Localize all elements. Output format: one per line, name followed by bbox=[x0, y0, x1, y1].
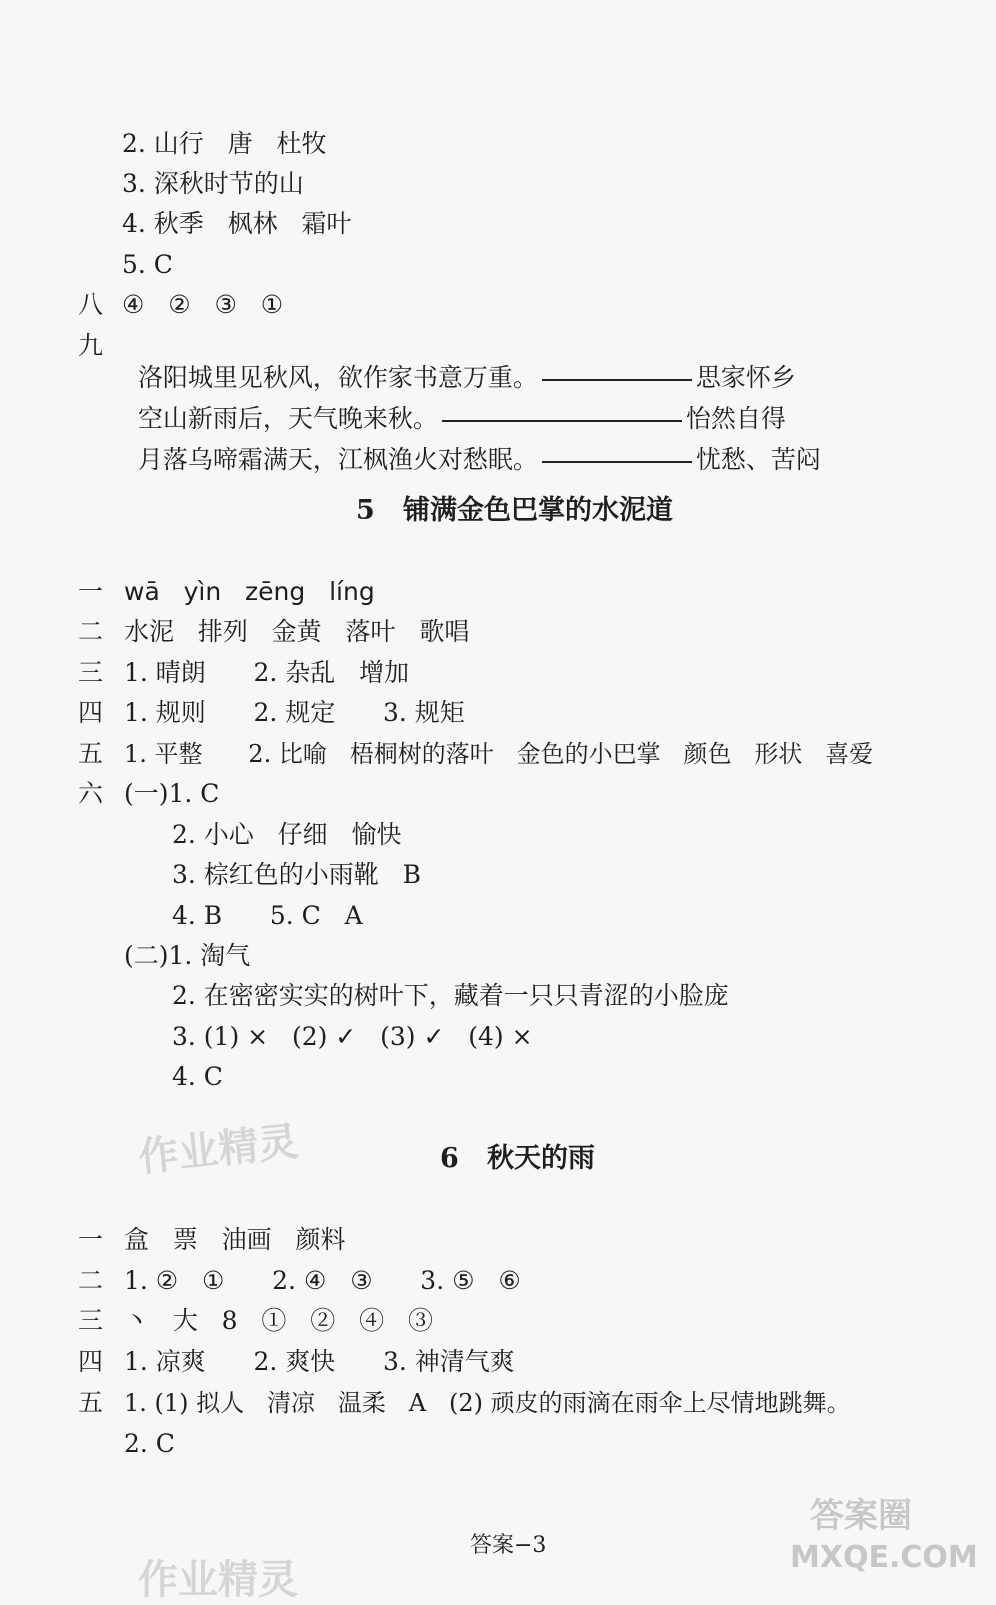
section-title: 6 秋天的雨 bbox=[440, 1143, 595, 1174]
answer-line: 2. 小心 仔细 愉快 bbox=[172, 820, 402, 849]
answer-line: 丶 大 8 ① ② ④ ③ bbox=[124, 1306, 433, 1335]
question-number: 一 bbox=[78, 577, 104, 606]
emotion: 思家怀乡 bbox=[695, 363, 796, 392]
emotion: 忧愁、苦闷 bbox=[695, 445, 821, 474]
answer-line: 盒 票 油画 颜料 bbox=[124, 1225, 346, 1254]
poem-line: 洛阳城里见秋风，欲作家书意万重。 bbox=[137, 363, 538, 392]
answer-line: 5. C bbox=[122, 250, 173, 279]
answer-line: 4. 秋季 枫林 霜叶 bbox=[122, 209, 352, 238]
question-number: 五 bbox=[78, 739, 104, 768]
question-number: 九 bbox=[78, 331, 104, 360]
watermark-text: 作业精灵 bbox=[136, 1118, 301, 1182]
question-number: 三 bbox=[78, 658, 104, 687]
question-number: 二 bbox=[78, 617, 104, 646]
question-number: 一 bbox=[78, 1225, 104, 1254]
poem-line: 空山新雨后，天气晚来秋。 bbox=[137, 404, 438, 433]
section-title: 5 铺满金色巴掌的水泥道 bbox=[356, 495, 673, 526]
poem-match-row bbox=[122, 412, 821, 476]
watermark-url: MXQE.COM bbox=[790, 1540, 978, 1575]
answer-line: 4. B 5. C A bbox=[172, 901, 363, 930]
question-number: 六 bbox=[78, 779, 104, 808]
answer-line: ④ ② ③ ① bbox=[122, 290, 284, 319]
poem-line: 月落乌啼霜满天，江枫渔火对愁眠。 bbox=[137, 445, 538, 474]
answer-line: 2. 在密密实实的树叶下，藏着一只只青涩的小脸庞 bbox=[172, 981, 729, 1010]
question-number: 四 bbox=[78, 698, 104, 727]
answer-line: 4. C bbox=[172, 1062, 223, 1091]
watermark-text: 作业精灵 bbox=[138, 1557, 298, 1603]
answer-line: 3. (1) × (2) ✓ (3) ✓ (4) × bbox=[172, 1022, 533, 1051]
answer-line: 1. 平整 2. 比喻 梧桐树的落叶 金色的小巴掌 颜色 形状 喜爱 bbox=[124, 740, 874, 768]
connector-line bbox=[542, 461, 692, 463]
question-number: 三 bbox=[78, 1306, 104, 1335]
emotion: 怡然自得 bbox=[685, 404, 786, 433]
watermark-logo: 答案圈 bbox=[810, 1496, 912, 1536]
answer-line: 1. (1) 拟人 清凉 温柔 A (2) 顽皮的雨滴在雨伞上尽情地跳舞。 bbox=[124, 1389, 851, 1417]
answer-line: 1. 规则 2. 规定 3. 规矩 bbox=[124, 698, 465, 727]
answer-line: 水泥 排列 金黄 落叶 歌唱 bbox=[124, 617, 470, 646]
answer-line: 1. ② ① 2. ④ ③ 3. ⑤ ⑥ bbox=[124, 1266, 521, 1295]
question-number: 五 bbox=[78, 1388, 104, 1417]
answer-line: 3. 深秋时节的山 bbox=[122, 169, 304, 198]
answer-line: 1. 凉爽 2. 爽快 3. 神清气爽 bbox=[124, 1347, 515, 1376]
answer-line: 2. 山行 唐 杜牧 bbox=[122, 129, 327, 158]
question-number: 八 bbox=[78, 290, 104, 319]
page-number: 答案−3 bbox=[470, 1533, 547, 1558]
question-number: 二 bbox=[78, 1266, 104, 1295]
question-number: 四 bbox=[78, 1347, 104, 1376]
answer-line: 1. 晴朗 2. 杂乱 增加 bbox=[124, 658, 410, 687]
answer-line: (二)1. 淘气 bbox=[124, 941, 251, 970]
answer-line: (一)1. C bbox=[124, 779, 220, 808]
answer-line: 3. 棕红色的小雨靴 B bbox=[172, 860, 422, 889]
answer-line: wā yìn zēng líng bbox=[124, 577, 375, 606]
answer-line: 2. C bbox=[124, 1429, 175, 1458]
